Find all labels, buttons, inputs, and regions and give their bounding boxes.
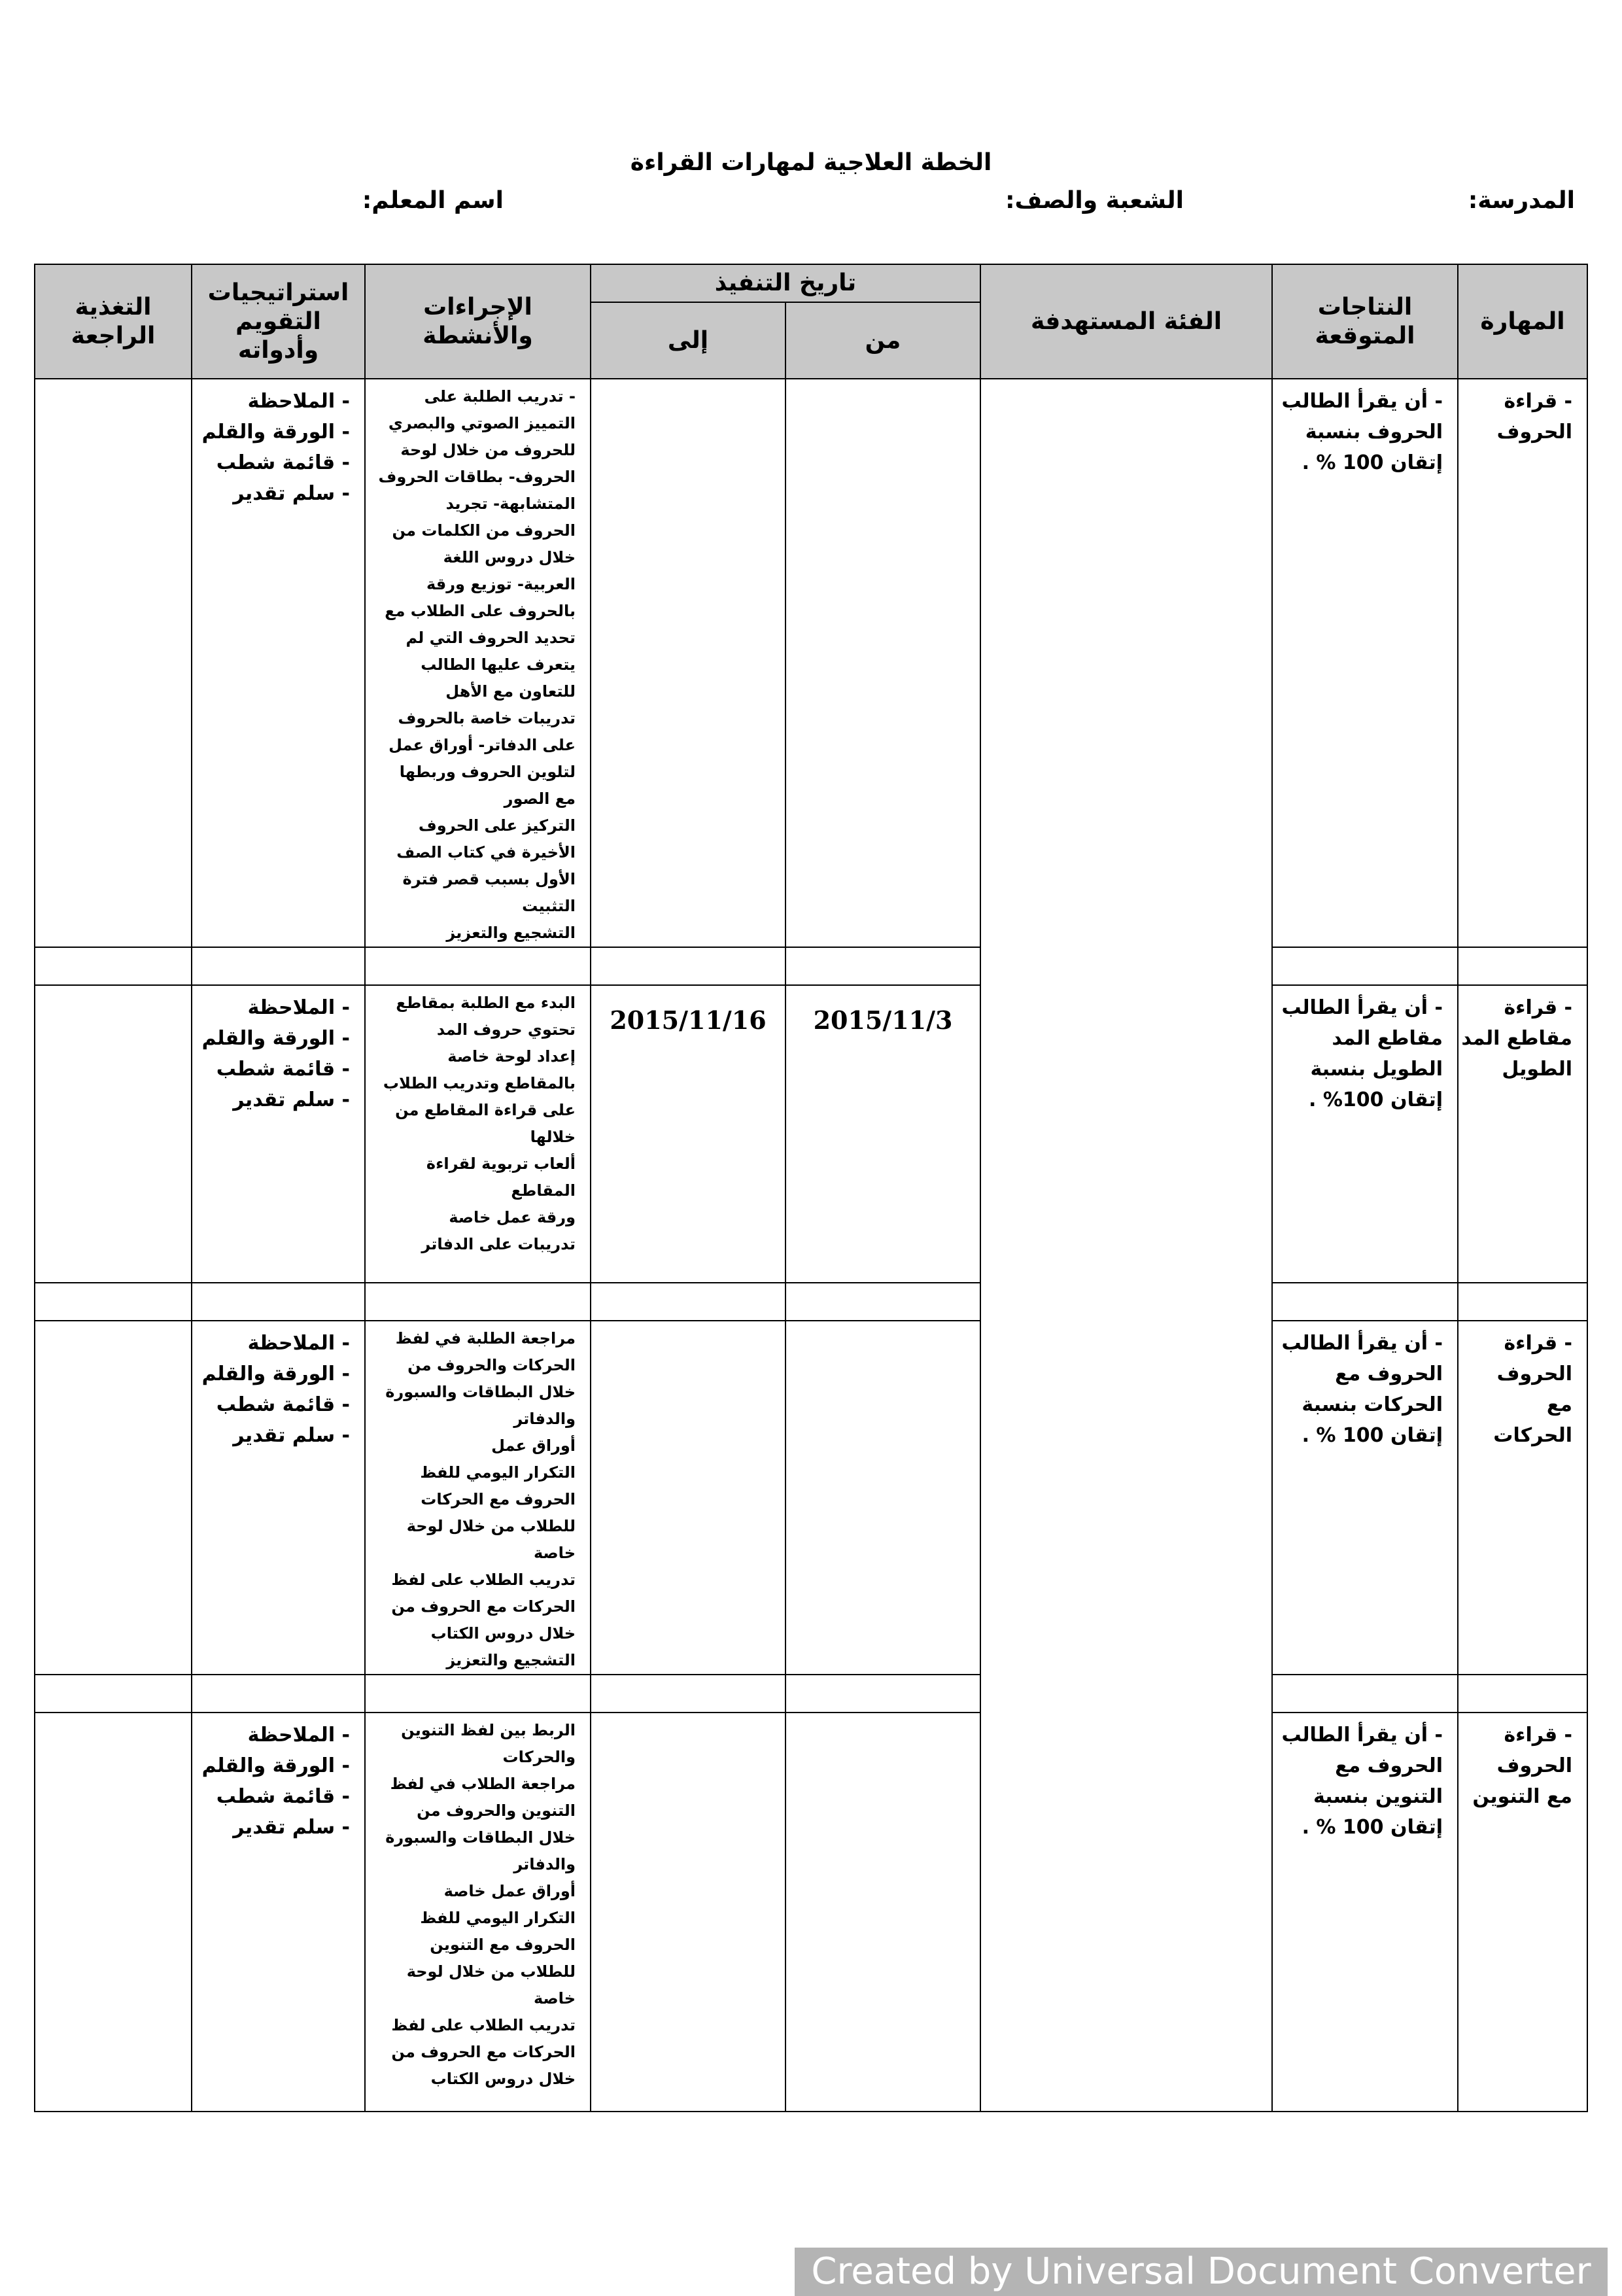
column-header-procedures: الإجراءات والأنشطة [365, 264, 591, 379]
procedures-cell-line: البدء مع الطلبة بمقاطع [396, 994, 576, 1012]
from-date-cell: 2015/11/3 [785, 985, 980, 1283]
procedures-cell-line: خلال البطاقات والسبورة [385, 1828, 576, 1847]
skill-cell-line: - قراءة [1504, 390, 1572, 413]
procedures-cell-line: تدريبات خاصة بالحروف [398, 709, 576, 727]
procedures-cell-line: الحروف من الكلمات من [392, 521, 576, 540]
evaluation-cell-line: - الملاحظة [247, 996, 350, 1019]
outcomes-cell-line: الحركات بنسبة [1302, 1393, 1443, 1416]
to-date-cell [591, 1713, 785, 2112]
empty-cell [35, 947, 192, 985]
skill-cell-line: مع [1546, 1393, 1572, 1416]
evaluation-cell-line: - قائمة شطب [216, 1785, 350, 1808]
evaluation-cell-line: - سلم تقدير [233, 1424, 350, 1447]
procedures-cell-line: للطلاب من خلال لوحة [406, 1517, 576, 1535]
procedures-cell-line: خلال دروس الكتاب [430, 2070, 576, 2088]
procedures-cell-line: بالمقاطع وتدريب الطلاب [383, 1074, 576, 1092]
evaluation-cell [192, 1321, 365, 1675]
procedures-cell [365, 379, 591, 947]
evaluation-cell-line: - الورقة والقلم [201, 1754, 350, 1777]
outcomes-cell [1272, 379, 1458, 947]
procedures-cell-line: خلال البطاقات والسبورة [385, 1383, 576, 1401]
column-header-skill: المهارة [1458, 264, 1587, 379]
empty-cell [35, 1283, 192, 1321]
evaluation-cell-line: - الملاحظة [247, 1332, 350, 1355]
table-row [35, 985, 1587, 1283]
empty-cell [785, 1675, 980, 1713]
procedures-cell-line: خاصة [533, 1989, 576, 2008]
evaluation-cell [192, 379, 365, 947]
procedures-cell-line: ألعاب تربوية لقراءة [426, 1155, 576, 1173]
procedures-cell-line: خلال دروس اللغة [443, 548, 576, 566]
procedures-cell-line: العربية- توزيع ورقة [426, 575, 576, 593]
empty-cell [1272, 1675, 1458, 1713]
procedures-cell-line: الحروف مع الحركات [421, 1490, 576, 1508]
evaluation-cell-line: - الملاحظة [247, 1724, 350, 1747]
skill-cell [1458, 1713, 1587, 2112]
skill-cell-line: الطويل [1502, 1058, 1572, 1081]
procedures-cell-line: على قراءة المقاطع من [395, 1101, 576, 1119]
skill-cell [1458, 1321, 1587, 1675]
converter-watermark: Created by Universal Document Converter [795, 2248, 1608, 2296]
procedures-cell-line: خلالها [530, 1128, 576, 1146]
from-date-cell [785, 1321, 980, 1675]
skill-cell-line: - قراءة [1504, 1332, 1572, 1355]
outcomes-cell-line: مقاطع المد [1332, 1027, 1443, 1050]
procedures-cell-line: والدفاتر [513, 1410, 576, 1428]
empty-cell [1458, 1675, 1587, 1713]
skill-cell [1458, 985, 1587, 1283]
evaluation-cell [192, 1713, 365, 2112]
procedures-cell-line: التكرار اليومي للفظ [420, 1909, 576, 1927]
procedures-cell-line: تدريب الطلاب على لفظ [391, 1571, 576, 1589]
procedures-cell-line: مراجعة الطلاب في لفظ [390, 1775, 576, 1793]
outcomes-cell-line: - أن يقرأ الطالب [1281, 1724, 1443, 1747]
procedures-cell-line: تحديد الحروف التي لم [406, 629, 576, 647]
procedures-cell-line: بالحروف على الطلاب مع [385, 602, 576, 620]
procedures-cell-line: التنوين والحروف من [417, 1801, 576, 1820]
procedures-cell-line: يتعرف عليها الطالب [421, 655, 576, 674]
procedures-cell-line: والدفاتر [513, 1855, 576, 1873]
evaluation-cell-line: - قائمة شطب [216, 451, 350, 474]
outcomes-cell-line: - أن يقرأ الطالب [1281, 996, 1443, 1019]
procedures-cell-line: لتلوين الحروف وربطها [399, 763, 576, 781]
procedures-cell-line: المقاطع [511, 1181, 576, 1200]
to-date-cell [591, 1321, 785, 1675]
empty-cell [591, 947, 785, 985]
procedures-cell-line: تدريب الطلاب على لفظ [391, 2016, 576, 2034]
empty-cell [1458, 1283, 1587, 1321]
target-group-cell [980, 379, 1272, 2112]
outcomes-cell-line: الحروف مع [1335, 1363, 1443, 1385]
empty-cell [1272, 1283, 1458, 1321]
procedures-cell-line: للطلاب من خلال لوحة [406, 1962, 576, 1981]
procedures-cell-line: الحركات مع الحروف من [391, 2043, 576, 2061]
table-row [35, 379, 1587, 947]
procedures-cell-line: ورقة عمل خاصة [449, 1208, 576, 1226]
procedures-cell-line: التشجيع والتعزيز [446, 1651, 576, 1669]
column-header-from: من [785, 302, 980, 379]
procedures-cell-line: الحروف مع التنوين [430, 1936, 576, 1954]
empty-cell [365, 1283, 591, 1321]
empty-cell [192, 1675, 365, 1713]
to-date-cell [591, 379, 785, 947]
teacher-name-label: اسم المعلم: [362, 187, 504, 214]
column-header-feedback: التغذية الراجعة [35, 264, 192, 379]
skill-cell-line: مقاطع المد [1461, 1027, 1572, 1050]
evaluation-cell-line: - قائمة شطب [216, 1393, 350, 1416]
column-header-evaluation: استراتيجيات التقويم وأدواته [192, 264, 365, 379]
procedures-cell-line: تحتوي حروف المد [436, 1020, 576, 1039]
evaluation-cell-line: - سلم تقدير [233, 1816, 350, 1839]
spacer-row [35, 947, 1587, 985]
spacer-row [35, 1283, 1587, 1321]
outcomes-cell-line: إتقان 100 % . [1302, 451, 1443, 474]
outcomes-cell-line: إتقان 100 % . [1302, 1816, 1443, 1839]
skill-cell-line: - قراءة [1504, 996, 1572, 1019]
outcomes-cell-line: الطويل بنسبة [1310, 1058, 1443, 1081]
from-date-cell [785, 379, 980, 947]
procedures-cell-line: - تدريب الطلبة على [424, 387, 576, 406]
outcomes-cell-line: الحروف مع [1335, 1754, 1443, 1777]
procedures-cell-line: المتشابهة- تجريد [445, 495, 576, 513]
from-date-cell [785, 1713, 980, 2112]
procedures-cell-line: التكرار اليومي للفظ [420, 1463, 576, 1482]
skill-cell-line: الحروف [1496, 1363, 1572, 1385]
procedures-cell-line: أوراق عمل [491, 1436, 576, 1455]
empty-cell [785, 947, 980, 985]
procedures-cell-line: خاصة [533, 1544, 576, 1562]
procedures-cell-line: التثبيت [522, 897, 576, 915]
empty-cell [192, 1283, 365, 1321]
evaluation-cell-line: - الملاحظة [247, 390, 350, 413]
evaluation-cell-line: - الورقة والقلم [201, 421, 350, 444]
remedial-plan-table [34, 264, 1588, 2112]
evaluation-cell-line: - سلم تقدير [233, 482, 350, 505]
spacer-row [35, 1675, 1587, 1713]
skill-cell-line: الحركات [1493, 1424, 1572, 1447]
procedures-cell [365, 1321, 591, 1675]
empty-cell [1272, 947, 1458, 985]
procedures-cell-line: الربط بين لفظ التنوين [401, 1721, 576, 1739]
skill-cell-line: الحروف [1496, 421, 1572, 444]
procedures-cell-line: الحروف- بطاقات الحروف [378, 468, 576, 486]
procedures-cell [365, 985, 591, 1283]
skill-cell-line: الحروف [1496, 1754, 1572, 1777]
procedures-cell-line: الأول بسبب قصر فترة [402, 870, 576, 888]
procedures-cell-line: التركيز على الحروف [418, 816, 576, 835]
procedures-cell-line: التمييز الصوتي والبصري [388, 414, 576, 432]
feedback-cell [35, 379, 192, 947]
evaluation-cell-line: - قائمة شطب [216, 1058, 350, 1081]
evaluation-cell-line: - سلم تقدير [233, 1088, 350, 1111]
empty-cell [591, 1283, 785, 1321]
empty-cell [785, 1283, 980, 1321]
column-header-target-group: الفئة المستهدفة [980, 264, 1272, 379]
feedback-cell [35, 985, 192, 1283]
empty-cell [192, 947, 365, 985]
skill-cell-line: مع التنوين [1472, 1785, 1572, 1808]
feedback-cell [35, 1321, 192, 1675]
procedures-cell-line: أوراق عمل خاصة [443, 1882, 576, 1900]
outcomes-cell-line: - أن يقرأ الطالب [1281, 1332, 1443, 1355]
outcomes-cell-line: إتقان 100% . [1309, 1088, 1443, 1111]
procedures-cell-line: الحركات والحروف من [407, 1356, 576, 1374]
procedures-cell-line: مراجعة الطلبة في لفظ [395, 1329, 576, 1348]
procedures-cell-line: إعداد لوحة خاصة [447, 1047, 576, 1066]
column-header-outcomes: النتاجات المتوقعة [1272, 264, 1458, 379]
evaluation-cell-line: - الورقة والقلم [201, 1363, 350, 1385]
procedures-cell-line: التشجيع والتعزيز [446, 924, 576, 942]
outcomes-cell [1272, 1713, 1458, 2112]
empty-cell [591, 1675, 785, 1713]
procedures-cell-line: خلال دروس الكتاب [430, 1624, 576, 1643]
empty-cell [365, 947, 591, 985]
empty-cell [365, 1675, 591, 1713]
table-row [35, 1321, 1587, 1675]
skill-cell [1458, 379, 1587, 947]
procedures-cell [365, 1713, 591, 2112]
table-row [35, 1713, 1587, 2112]
outcomes-cell-line: - أن يقرأ الطالب [1281, 390, 1443, 413]
evaluation-cell-line: - الورقة والقلم [201, 1027, 350, 1050]
outcomes-cell [1272, 985, 1458, 1283]
school-label: المدرسة: [1468, 187, 1575, 214]
procedures-cell-line: مع الصور [504, 790, 576, 808]
skill-cell-line: - قراءة [1504, 1724, 1572, 1747]
outcomes-cell-line: إتقان 100 % . [1302, 1424, 1443, 1447]
empty-cell [1458, 947, 1587, 985]
procedures-cell-line: للتعاون مع الأهل [445, 682, 576, 701]
procedures-cell-line: والحركات [502, 1748, 576, 1766]
outcomes-cell-line: التنوين بنسبة [1313, 1785, 1443, 1808]
feedback-cell [35, 1713, 192, 2112]
procedures-cell-line: تدريبات على الدفاتر [421, 1235, 576, 1253]
section-class-label: الشعبة والصف: [1005, 187, 1184, 214]
empty-cell [35, 1675, 192, 1713]
page-title: الخطة العلاجية لمهارات القراءة [630, 149, 992, 176]
procedures-cell-line: للحروف من خلال لوحة [400, 441, 576, 459]
to-date-cell: 2015/11/16 [591, 985, 785, 1283]
outcomes-cell [1272, 1321, 1458, 1675]
column-header-execution-date: تاريخ التنفيذ [591, 264, 980, 302]
procedures-cell-line: على الدفاتر- أوراق عمل [388, 736, 576, 754]
procedures-cell-line: الأخيرة في كتاب الصف [396, 843, 576, 861]
procedures-cell-line: الحركات مع الحروف من [391, 1597, 576, 1616]
column-header-to: إلى [591, 302, 785, 379]
outcomes-cell-line: الحروف بنسبة [1305, 421, 1443, 444]
evaluation-cell [192, 985, 365, 1283]
